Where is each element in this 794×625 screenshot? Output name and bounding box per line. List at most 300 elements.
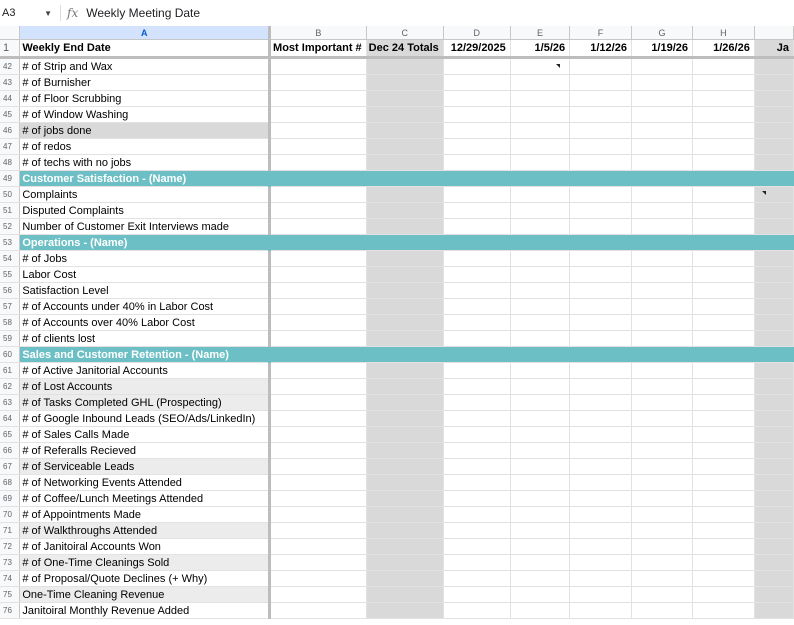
cell[interactable] bbox=[631, 347, 692, 363]
row-number[interactable]: 53 bbox=[0, 235, 20, 251]
cell[interactable] bbox=[693, 155, 755, 171]
cell[interactable] bbox=[270, 315, 367, 331]
totals-cell[interactable] bbox=[366, 459, 443, 475]
row-number[interactable]: 70 bbox=[0, 507, 20, 523]
totals-cell[interactable] bbox=[366, 315, 443, 331]
column-header[interactable]: E bbox=[510, 26, 569, 40]
cell[interactable] bbox=[754, 58, 793, 75]
row-number[interactable]: 59 bbox=[0, 331, 20, 347]
cell[interactable] bbox=[443, 507, 510, 523]
cell[interactable] bbox=[754, 571, 793, 587]
cell[interactable] bbox=[270, 459, 367, 475]
metric-label-cell[interactable]: Satisfaction Level bbox=[20, 283, 270, 299]
metric-label-cell[interactable]: # of Floor Scrubbing bbox=[20, 91, 270, 107]
cell[interactable] bbox=[631, 491, 692, 507]
chevron-down-icon[interactable]: ▼ bbox=[44, 8, 52, 18]
cell[interactable] bbox=[443, 155, 510, 171]
column-header[interactable]: A bbox=[20, 26, 270, 40]
row-number[interactable]: 46 bbox=[0, 123, 20, 139]
date-header-cell[interactable]: 12/29/2025 bbox=[443, 40, 510, 58]
cell[interactable] bbox=[270, 363, 367, 379]
cell[interactable] bbox=[270, 427, 367, 443]
cell[interactable] bbox=[631, 459, 692, 475]
cell[interactable] bbox=[270, 507, 367, 523]
metric-label-cell[interactable]: # of Walkthroughs Attended bbox=[20, 523, 270, 539]
cell[interactable] bbox=[693, 219, 755, 235]
cell[interactable] bbox=[443, 571, 510, 587]
cell[interactable] bbox=[570, 58, 632, 75]
cell[interactable] bbox=[754, 379, 793, 395]
cell[interactable] bbox=[443, 555, 510, 571]
totals-cell[interactable] bbox=[366, 475, 443, 491]
cell[interactable] bbox=[443, 315, 510, 331]
cell[interactable] bbox=[270, 123, 367, 139]
row-number[interactable]: 48 bbox=[0, 155, 20, 171]
cell[interactable] bbox=[510, 363, 569, 379]
metric-label-cell[interactable]: Janitoiral Monthly Revenue Added bbox=[20, 603, 270, 619]
row-number[interactable]: 58 bbox=[0, 315, 20, 331]
totals-cell[interactable] bbox=[366, 283, 443, 299]
cell[interactable] bbox=[754, 171, 793, 187]
totals-cell[interactable] bbox=[366, 443, 443, 459]
cell[interactable] bbox=[570, 571, 632, 587]
cell[interactable] bbox=[754, 299, 793, 315]
cell[interactable] bbox=[270, 75, 367, 91]
row-number[interactable]: 72 bbox=[0, 539, 20, 555]
cell[interactable] bbox=[570, 475, 632, 491]
column-header[interactable]: G bbox=[631, 26, 692, 40]
cell[interactable] bbox=[693, 58, 755, 75]
header-cell[interactable]: Most Important # bbox=[270, 40, 367, 58]
row-number[interactable]: 65 bbox=[0, 427, 20, 443]
column-header[interactable]: C bbox=[366, 26, 443, 40]
metric-label-cell[interactable]: Sales and Customer Retention - (Name) bbox=[20, 347, 270, 363]
cell[interactable] bbox=[510, 523, 569, 539]
cell[interactable] bbox=[510, 555, 569, 571]
totals-cell[interactable] bbox=[366, 539, 443, 555]
cell[interactable] bbox=[510, 235, 569, 251]
spreadsheet-grid[interactable] bbox=[0, 26, 794, 625]
metric-label-cell[interactable]: # of Strip and Wax bbox=[20, 58, 270, 75]
cell[interactable] bbox=[631, 58, 692, 75]
row-number[interactable]: 44 bbox=[0, 91, 20, 107]
cell[interactable] bbox=[754, 331, 793, 347]
cell[interactable] bbox=[510, 603, 569, 619]
row-number[interactable]: 52 bbox=[0, 219, 20, 235]
cell[interactable] bbox=[510, 571, 569, 587]
cell[interactable] bbox=[570, 331, 632, 347]
cell[interactable] bbox=[631, 603, 692, 619]
row-number[interactable]: 54 bbox=[0, 251, 20, 267]
metric-label-cell[interactable]: # of Google Inbound Leads (SEO/Ads/LinkedIn) bbox=[20, 411, 270, 427]
metric-label-cell[interactable]: # of Sales Calls Made bbox=[20, 427, 270, 443]
cell[interactable] bbox=[631, 555, 692, 571]
cell[interactable] bbox=[570, 91, 632, 107]
cell[interactable] bbox=[510, 75, 569, 91]
cell[interactable] bbox=[754, 507, 793, 523]
cell[interactable] bbox=[443, 251, 510, 267]
cell[interactable] bbox=[754, 555, 793, 571]
cell[interactable] bbox=[631, 523, 692, 539]
cell[interactable] bbox=[570, 507, 632, 523]
row-number[interactable]: 49 bbox=[0, 171, 20, 187]
row-number[interactable]: 47 bbox=[0, 139, 20, 155]
select-all-corner[interactable] bbox=[0, 26, 20, 40]
cell[interactable] bbox=[693, 171, 755, 187]
cell[interactable] bbox=[510, 299, 569, 315]
cell[interactable] bbox=[631, 539, 692, 555]
cell[interactable] bbox=[631, 443, 692, 459]
cell[interactable] bbox=[270, 251, 367, 267]
cell[interactable] bbox=[510, 219, 569, 235]
cell[interactable] bbox=[443, 347, 510, 363]
row-number[interactable]: 69 bbox=[0, 491, 20, 507]
cell[interactable] bbox=[693, 555, 755, 571]
column-header[interactable] bbox=[754, 26, 793, 40]
cell[interactable] bbox=[693, 107, 755, 123]
totals-cell[interactable] bbox=[366, 75, 443, 91]
cell[interactable] bbox=[270, 475, 367, 491]
row-number[interactable]: 1 bbox=[0, 40, 20, 58]
cell[interactable] bbox=[570, 283, 632, 299]
cell[interactable] bbox=[270, 203, 367, 219]
row-number[interactable]: 66 bbox=[0, 443, 20, 459]
row-number[interactable]: 63 bbox=[0, 395, 20, 411]
cell[interactable] bbox=[570, 539, 632, 555]
cell[interactable] bbox=[570, 251, 632, 267]
metric-label-cell[interactable]: # of Accounts under 40% in Labor Cost bbox=[20, 299, 270, 315]
metric-label-cell[interactable]: # of One-Time Cleanings Sold bbox=[20, 555, 270, 571]
cell[interactable] bbox=[693, 507, 755, 523]
row-number[interactable]: 73 bbox=[0, 555, 20, 571]
cell[interactable] bbox=[510, 283, 569, 299]
cell[interactable] bbox=[693, 443, 755, 459]
cell[interactable] bbox=[270, 603, 367, 619]
cell[interactable] bbox=[443, 187, 510, 203]
row-number[interactable]: 62 bbox=[0, 379, 20, 395]
totals-cell[interactable] bbox=[366, 395, 443, 411]
cell[interactable] bbox=[270, 331, 367, 347]
cell[interactable] bbox=[754, 491, 793, 507]
date-header-cell[interactable]: 1/26/26 bbox=[693, 40, 755, 58]
cell[interactable] bbox=[631, 587, 692, 603]
metric-label-cell[interactable]: # of Active Janitorial Accounts bbox=[20, 363, 270, 379]
cell[interactable] bbox=[754, 123, 793, 139]
cell[interactable] bbox=[443, 123, 510, 139]
totals-cell[interactable] bbox=[366, 267, 443, 283]
cell[interactable] bbox=[270, 491, 367, 507]
cell[interactable] bbox=[443, 107, 510, 123]
row-number[interactable]: 51 bbox=[0, 203, 20, 219]
column-header[interactable]: H bbox=[693, 26, 755, 40]
cell[interactable] bbox=[693, 603, 755, 619]
cell[interactable] bbox=[570, 267, 632, 283]
cell[interactable] bbox=[570, 443, 632, 459]
cell[interactable] bbox=[693, 203, 755, 219]
cell[interactable] bbox=[510, 347, 569, 363]
cell[interactable] bbox=[443, 203, 510, 219]
cell[interactable] bbox=[631, 299, 692, 315]
cell[interactable] bbox=[631, 139, 692, 155]
totals-cell[interactable] bbox=[366, 123, 443, 139]
totals-cell[interactable] bbox=[366, 555, 443, 571]
cell[interactable] bbox=[754, 251, 793, 267]
name-box[interactable] bbox=[0, 7, 56, 19]
cell[interactable] bbox=[693, 187, 755, 203]
cell[interactable] bbox=[510, 58, 569, 75]
totals-cell[interactable] bbox=[366, 203, 443, 219]
metric-label-cell[interactable]: # of Tasks Completed GHL (Prospecting) bbox=[20, 395, 270, 411]
cell[interactable] bbox=[693, 251, 755, 267]
cell[interactable] bbox=[754, 523, 793, 539]
cell[interactable] bbox=[693, 427, 755, 443]
row-number[interactable]: 57 bbox=[0, 299, 20, 315]
cell[interactable] bbox=[510, 507, 569, 523]
cell[interactable] bbox=[270, 587, 367, 603]
cell[interactable] bbox=[693, 123, 755, 139]
cell[interactable] bbox=[570, 347, 632, 363]
cell[interactable] bbox=[443, 603, 510, 619]
metric-label-cell[interactable]: Complaints bbox=[20, 187, 270, 203]
cell[interactable] bbox=[570, 491, 632, 507]
cell[interactable] bbox=[510, 315, 569, 331]
cell[interactable] bbox=[443, 475, 510, 491]
cell[interactable] bbox=[270, 395, 367, 411]
cell[interactable] bbox=[570, 427, 632, 443]
cell[interactable] bbox=[443, 267, 510, 283]
totals-cell[interactable] bbox=[366, 107, 443, 123]
row-number[interactable]: 45 bbox=[0, 107, 20, 123]
cell[interactable] bbox=[510, 203, 569, 219]
cell[interactable] bbox=[693, 91, 755, 107]
row-number[interactable]: 42 bbox=[0, 58, 20, 75]
cell[interactable] bbox=[631, 251, 692, 267]
metric-label-cell[interactable]: # of Lost Accounts bbox=[20, 379, 270, 395]
row-number[interactable]: 50 bbox=[0, 187, 20, 203]
cell[interactable] bbox=[631, 187, 692, 203]
cell[interactable] bbox=[270, 411, 367, 427]
cell[interactable] bbox=[570, 363, 632, 379]
metric-label-cell[interactable]: # of techs with no jobs bbox=[20, 155, 270, 171]
cell[interactable] bbox=[570, 187, 632, 203]
row-number[interactable]: 43 bbox=[0, 75, 20, 91]
cell[interactable] bbox=[443, 299, 510, 315]
cell[interactable] bbox=[570, 395, 632, 411]
comment-indicator[interactable] bbox=[556, 64, 560, 68]
metric-label-cell[interactable]: # of Janitoiral Accounts Won bbox=[20, 539, 270, 555]
cell[interactable] bbox=[754, 603, 793, 619]
cell[interactable] bbox=[693, 523, 755, 539]
cell[interactable] bbox=[754, 475, 793, 491]
cell[interactable] bbox=[570, 235, 632, 251]
totals-cell[interactable] bbox=[366, 91, 443, 107]
totals-cell[interactable] bbox=[366, 571, 443, 587]
cell[interactable] bbox=[754, 283, 793, 299]
cell[interactable] bbox=[510, 267, 569, 283]
cell[interactable] bbox=[693, 379, 755, 395]
cell[interactable] bbox=[693, 315, 755, 331]
cell[interactable] bbox=[631, 235, 692, 251]
cell[interactable] bbox=[754, 427, 793, 443]
column-header[interactable]: F bbox=[570, 26, 632, 40]
cell[interactable] bbox=[510, 443, 569, 459]
metric-label-cell[interactable]: Number of Customer Exit Interviews made bbox=[20, 219, 270, 235]
cell[interactable] bbox=[443, 587, 510, 603]
cell[interactable] bbox=[443, 427, 510, 443]
cell[interactable] bbox=[570, 139, 632, 155]
column-header[interactable]: B bbox=[270, 26, 367, 40]
totals-cell[interactable] bbox=[366, 587, 443, 603]
cell[interactable] bbox=[570, 219, 632, 235]
cell[interactable] bbox=[631, 155, 692, 171]
cell[interactable] bbox=[270, 219, 367, 235]
metric-label-cell[interactable]: One-Time Cleaning Revenue bbox=[20, 587, 270, 603]
cell[interactable] bbox=[570, 155, 632, 171]
formula-input[interactable]: Weekly Meeting Date bbox=[86, 6, 201, 20]
cell[interactable] bbox=[570, 411, 632, 427]
cell[interactable] bbox=[631, 395, 692, 411]
date-header-cell[interactable]: Ja bbox=[754, 40, 793, 58]
cell[interactable] bbox=[754, 203, 793, 219]
cell[interactable] bbox=[631, 427, 692, 443]
cell[interactable] bbox=[631, 107, 692, 123]
cell[interactable] bbox=[510, 107, 569, 123]
row-number[interactable]: 71 bbox=[0, 523, 20, 539]
row-number[interactable]: 74 bbox=[0, 571, 20, 587]
cell[interactable] bbox=[631, 379, 692, 395]
cell[interactable] bbox=[693, 459, 755, 475]
cell[interactable] bbox=[510, 459, 569, 475]
cell[interactable] bbox=[693, 139, 755, 155]
cell[interactable] bbox=[631, 475, 692, 491]
cell[interactable] bbox=[443, 235, 510, 251]
cell[interactable] bbox=[270, 299, 367, 315]
cell[interactable] bbox=[570, 75, 632, 91]
cell[interactable] bbox=[443, 283, 510, 299]
cell[interactable] bbox=[754, 219, 793, 235]
cell[interactable] bbox=[754, 155, 793, 171]
cell[interactable] bbox=[754, 411, 793, 427]
cell[interactable] bbox=[570, 555, 632, 571]
cell[interactable] bbox=[754, 459, 793, 475]
cell[interactable] bbox=[270, 555, 367, 571]
cell[interactable] bbox=[631, 507, 692, 523]
cell[interactable] bbox=[570, 299, 632, 315]
cell[interactable] bbox=[510, 491, 569, 507]
cell[interactable] bbox=[443, 139, 510, 155]
cell[interactable] bbox=[631, 123, 692, 139]
metric-label-cell[interactable]: # of Networking Events Attended bbox=[20, 475, 270, 491]
row-number[interactable]: 68 bbox=[0, 475, 20, 491]
cell[interactable] bbox=[693, 235, 755, 251]
cell[interactable] bbox=[693, 475, 755, 491]
totals-cell[interactable] bbox=[366, 363, 443, 379]
cell[interactable] bbox=[754, 91, 793, 107]
cell[interactable] bbox=[754, 139, 793, 155]
header-cell[interactable]: Dec 24 Totals bbox=[366, 40, 443, 58]
cell[interactable] bbox=[510, 379, 569, 395]
cell[interactable] bbox=[570, 315, 632, 331]
cell[interactable] bbox=[754, 539, 793, 555]
cell[interactable] bbox=[270, 155, 367, 171]
cell[interactable] bbox=[693, 283, 755, 299]
cell[interactable] bbox=[754, 443, 793, 459]
cell[interactable] bbox=[510, 171, 569, 187]
metric-label-cell[interactable]: # of Accounts over 40% Labor Cost bbox=[20, 315, 270, 331]
cell[interactable] bbox=[270, 91, 367, 107]
cell[interactable] bbox=[693, 299, 755, 315]
totals-cell[interactable] bbox=[366, 187, 443, 203]
cell[interactable] bbox=[270, 107, 367, 123]
cell[interactable] bbox=[570, 123, 632, 139]
cell[interactable] bbox=[443, 379, 510, 395]
totals-cell[interactable] bbox=[366, 331, 443, 347]
totals-cell[interactable] bbox=[366, 171, 443, 187]
totals-cell[interactable] bbox=[366, 507, 443, 523]
cell[interactable] bbox=[754, 75, 793, 91]
metric-label-cell[interactable]: # of Referalls Recieved bbox=[20, 443, 270, 459]
cell[interactable] bbox=[754, 587, 793, 603]
totals-cell[interactable] bbox=[366, 379, 443, 395]
cell[interactable] bbox=[631, 283, 692, 299]
cell[interactable] bbox=[510, 395, 569, 411]
cell[interactable] bbox=[510, 427, 569, 443]
cell[interactable] bbox=[443, 539, 510, 555]
cell[interactable] bbox=[693, 331, 755, 347]
cell[interactable] bbox=[443, 363, 510, 379]
cell[interactable] bbox=[693, 539, 755, 555]
cell[interactable] bbox=[570, 459, 632, 475]
cell[interactable] bbox=[631, 219, 692, 235]
cell[interactable] bbox=[443, 491, 510, 507]
cell[interactable] bbox=[270, 283, 367, 299]
cell[interactable] bbox=[570, 171, 632, 187]
totals-cell[interactable] bbox=[366, 235, 443, 251]
cell[interactable] bbox=[754, 235, 793, 251]
cell[interactable] bbox=[510, 139, 569, 155]
cell[interactable] bbox=[510, 411, 569, 427]
metric-label-cell[interactable]: # of Proposal/Quote Declines (+ Why) bbox=[20, 571, 270, 587]
cell[interactable] bbox=[270, 379, 367, 395]
row-number[interactable]: 67 bbox=[0, 459, 20, 475]
cell[interactable] bbox=[570, 603, 632, 619]
totals-cell[interactable] bbox=[366, 603, 443, 619]
date-header-cell[interactable]: 1/5/26 bbox=[510, 40, 569, 58]
cell[interactable] bbox=[510, 539, 569, 555]
cell[interactable] bbox=[754, 315, 793, 331]
cell[interactable] bbox=[443, 443, 510, 459]
cell[interactable] bbox=[570, 107, 632, 123]
cell[interactable] bbox=[270, 539, 367, 555]
cell[interactable] bbox=[270, 347, 367, 363]
cell[interactable] bbox=[270, 267, 367, 283]
metric-label-cell[interactable]: Labor Cost bbox=[20, 267, 270, 283]
cell[interactable] bbox=[510, 251, 569, 267]
row-number[interactable]: 75 bbox=[0, 587, 20, 603]
cell[interactable] bbox=[631, 91, 692, 107]
metric-label-cell[interactable]: # of Serviceable Leads bbox=[20, 459, 270, 475]
column-header[interactable]: D bbox=[443, 26, 510, 40]
cell[interactable] bbox=[270, 171, 367, 187]
cell[interactable] bbox=[270, 571, 367, 587]
date-header-cell[interactable]: 1/12/26 bbox=[570, 40, 632, 58]
cell[interactable] bbox=[754, 395, 793, 411]
metric-label-cell[interactable]: # of Window Washing bbox=[20, 107, 270, 123]
totals-cell[interactable] bbox=[366, 523, 443, 539]
row-number[interactable]: 61 bbox=[0, 363, 20, 379]
totals-cell[interactable] bbox=[366, 411, 443, 427]
cell[interactable] bbox=[631, 315, 692, 331]
